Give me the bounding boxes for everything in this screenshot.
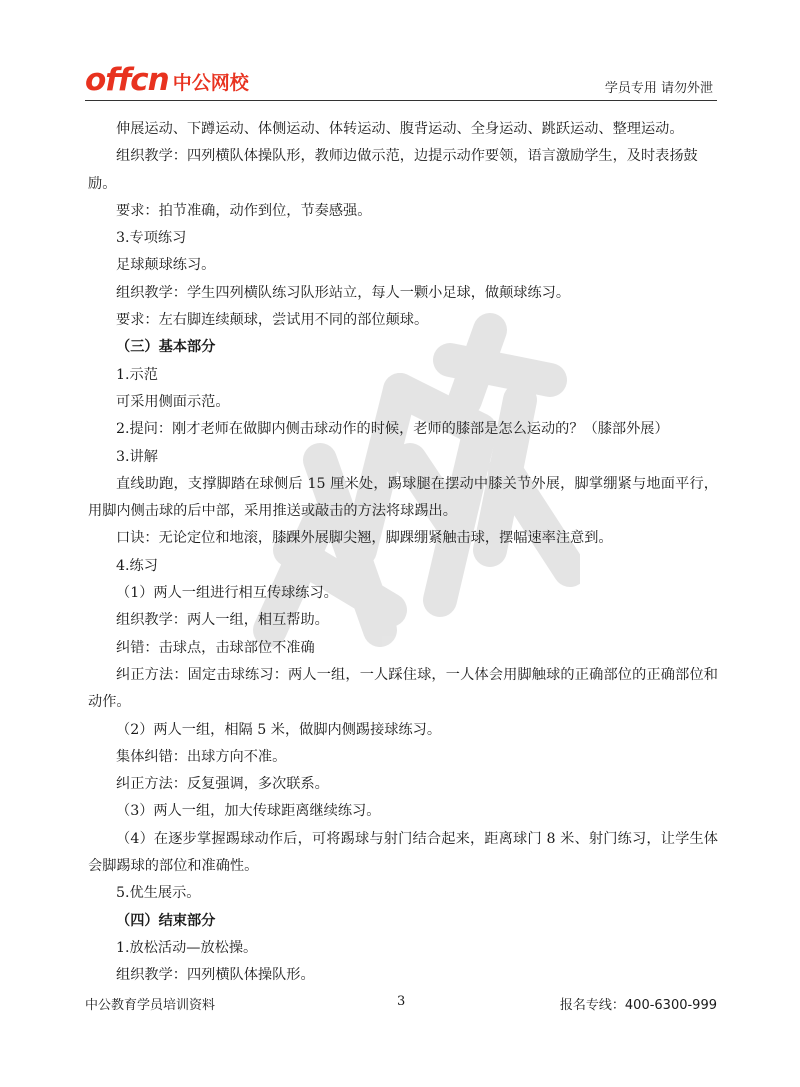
paragraph: 3.专项练习 — [116, 230, 187, 247]
footer-source: 中公教育学员培训资料 — [85, 998, 216, 1013]
paragraph: 要求：左右脚连续颠球，尝试用不同的部位颠球。 — [116, 312, 429, 329]
paragraph: 组织教学：两人一组，相互帮助。 — [116, 612, 329, 629]
paragraph: 5.优生展示。 — [116, 885, 201, 902]
paragraph: 1.示范 — [116, 366, 158, 383]
paragraph: 纠错：击球点，击球部位不准确 — [116, 639, 315, 656]
paragraph: 纠正方法：反复强调，多次联系。 — [116, 776, 329, 793]
paragraph: （4）在逐步掌握踢球动作后，可将踢球与射门结合起来，距离球门 8 米、射门练习，让学生体会脚踢球的部位和准确性。 — [88, 830, 718, 875]
document-body — [88, 116, 718, 990]
offcn-logo — [85, 60, 249, 96]
page-number: 3 — [397, 994, 406, 1009]
logo-mark: offcn — [85, 62, 169, 98]
paragraph: 要求：拍节准确，动作到位，节奏感强。 — [116, 202, 372, 219]
paragraph: 2.提问：刚才老师在做脚内侧击球动作的时候，老师的膝部是怎么运动的？（膝部外展） — [116, 421, 669, 438]
footer-hotline: 报名专线：400-6300-999 — [559, 998, 717, 1013]
paragraph: 4.练习 — [116, 557, 158, 574]
page-footer — [85, 994, 717, 1014]
paragraph: 1.放松活动—放松操。 — [116, 939, 258, 956]
paragraph: 纠正方法：固定击球练习：两人一组，一人踩住球，一人体会用脚触球的正确部位的正确部位和动作。 — [88, 666, 718, 711]
paragraph: 口诀：无论定位和地滚，膝踝外展脚尖翘，脚踝绷紧触击球，摆幅速率注意到。 — [116, 530, 613, 547]
paragraph: 组织教学：学生四列横队练习队形站立，每人一颗小足球，做颠球练习。 — [116, 284, 571, 301]
paragraph: 组织教学：四列横队体操队形。 — [116, 967, 315, 984]
paragraph: （1）两人一组进行相互传球练习。 — [116, 585, 338, 602]
page-header — [85, 58, 717, 101]
paragraph: 集体纠错：出球方向不准。 — [116, 748, 287, 765]
paragraph: （2）两人一组，相隔 5 米，做脚内侧踢接球练习。 — [116, 721, 442, 738]
section-heading: （四）结束部分 — [116, 912, 216, 929]
header-notice: 学员专用 请勿外泄 — [604, 81, 713, 96]
section-heading: （三）基本部分 — [116, 339, 216, 356]
logo-name: 中公网校 — [172, 72, 249, 95]
paragraph: 可采用侧面示范。 — [116, 393, 230, 410]
paragraph: 组织教学：四列横队体操队形，教师边做示范，边提示动作要领，语言激励学生，及时表扬鼓励。 — [88, 148, 698, 192]
paragraph: （3）两人一组，加大传球距离继续练习。 — [116, 803, 381, 820]
paragraph: 伸展运动、下蹲运动、体侧运动、体转运动、腹背运动、全身运动、跳跃运动、整理运动。 — [116, 121, 684, 137]
paragraph: 直线助跑，支撑脚踏在球侧后 15 厘米处，踢球腿在摆动中膝关节外展，脚掌绷紧与地面平行，用脚内侧击球的后中部，采用推送或敲击的方法将球踢出。 — [88, 475, 718, 520]
paragraph: 足球颠球练习。 — [116, 257, 216, 274]
paragraph: 3.讲解 — [116, 448, 158, 465]
